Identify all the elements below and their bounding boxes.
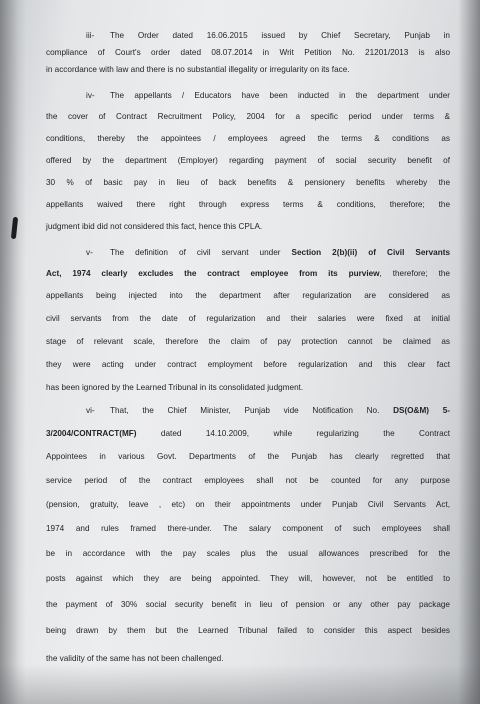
paragraph-number: vi- [86, 406, 95, 415]
paragraph-v-line-6: they were acting under contract employment before regularization and this clear fact [46, 360, 450, 369]
paragraph-v-line-5: stage of relevant scale, therefore the claim of pay protection cannot be claimed as [46, 337, 450, 346]
paragraph-iii-line-1: iii- The Order dated 16.06.2015 issued by Chief Secretary, Punjab in [46, 28, 450, 44]
paragraph-vi-line-2: 3/2004/CONTRACT(MF) dated 14.10.2009, while regularizing the Contract [46, 429, 450, 438]
paragraph-iii-line-2: compliance of Court's order dated 08.07.2014 in Writ Petition No. 21201/2013 is also [46, 48, 450, 57]
paragraph-number: iii- [86, 31, 95, 40]
paragraph-iv-line-2: the cover of Contract Recruitment Policy, 2004 for a specific period under terms & [46, 112, 450, 121]
paragraph-vi-line-5: (pension, gratuity, leave , etc) on their appointments under Punjab Civil Servants Act, [46, 500, 450, 509]
paragraph-vi-line-1: vi- That, the Chief Minister, Punjab vide Notification No. DS(O&M) 5- [46, 403, 450, 419]
paragraph-iv-line-5: 30 % of basic pay in lieu of back benefits & pensionery benefits whereby the [46, 178, 450, 187]
paragraph-iv-line-7: judgment ibid did not considered this fact, hence this CPLA. [46, 222, 263, 231]
paragraph-vi-line-8: posts against which they are being appointed. They will, however, not be entitled to [46, 574, 450, 583]
paragraph-vi-line-11: the validity of the same has not been challenged. [46, 654, 224, 663]
paragraph-vi-line-3: Appointees in various Govt. Departments of the Punjab has clearly regretted that [46, 452, 450, 461]
paragraph-iv-line-1: iv- The appellants / Educators have been inducted in the department under [46, 88, 450, 104]
page-shadow-right [458, 0, 480, 704]
bold-citation: Section 2(b)(ii) of Civil Servants [291, 248, 450, 257]
paragraph-vi-line-10: being drawn by them but the Learned Tribunal failed to consider this aspect besides [46, 626, 450, 635]
paragraph-iv-line-4: offered by the department (Employer) regarding payment of social security benefit of [46, 156, 450, 165]
bold-citation: 3/2004/CONTRACT(MF) [46, 429, 137, 438]
paragraph-v-line-4: civil servants from the date of regularization and their salaries were fixed at initial [46, 314, 450, 323]
paragraph-iv-line-3: conditions, thereby the appointees / employees agreed the terms & conditions as [46, 134, 450, 143]
paragraph-vi-line-4: service period of the contract employees shall not be counted for any purpose [46, 476, 450, 485]
paragraph-vi-line-7: be in accordance with the pay scales plus the usual allowances prescribed for the [46, 549, 450, 558]
paragraph-v-line-1: v- The definition of civil servant under Section 2(b)(ii) of Civil Servants [46, 245, 450, 261]
paragraph-iii-line-3: in accordance with law and there is no substantial illegality or irregularity on its face. [46, 65, 350, 74]
paragraph-v-line-3: appellants being injected into the department after regularization are considered as [46, 291, 450, 300]
paragraph-vi-line-9: the payment of 30% social security benefit in lieu of pension or any other pay package [46, 600, 450, 609]
paragraph-v-line-7: has been ignored by the Learned Tribunal in its consolidated judgment. [46, 383, 304, 392]
bold-citation: Act, 1974 clearly excludes the contract employee from its purview [46, 269, 380, 278]
paragraph-number: v- [86, 248, 93, 257]
page-shadow-left [0, 0, 26, 704]
page-shadow-bottom [0, 664, 480, 704]
paragraph-v-line-2: Act, 1974 clearly excludes the contract employee from its purview, therefore; the [46, 269, 450, 278]
paragraph-iv-line-6: appellants waived there right through express terms & conditions, therefore; the [46, 200, 450, 209]
paragraph-number: iv- [86, 91, 95, 100]
bold-citation: DS(O&M) 5- [393, 406, 450, 415]
paragraph-vi-line-6: 1974 and rules framed there-under. The salary component of such employees shall [46, 524, 450, 533]
